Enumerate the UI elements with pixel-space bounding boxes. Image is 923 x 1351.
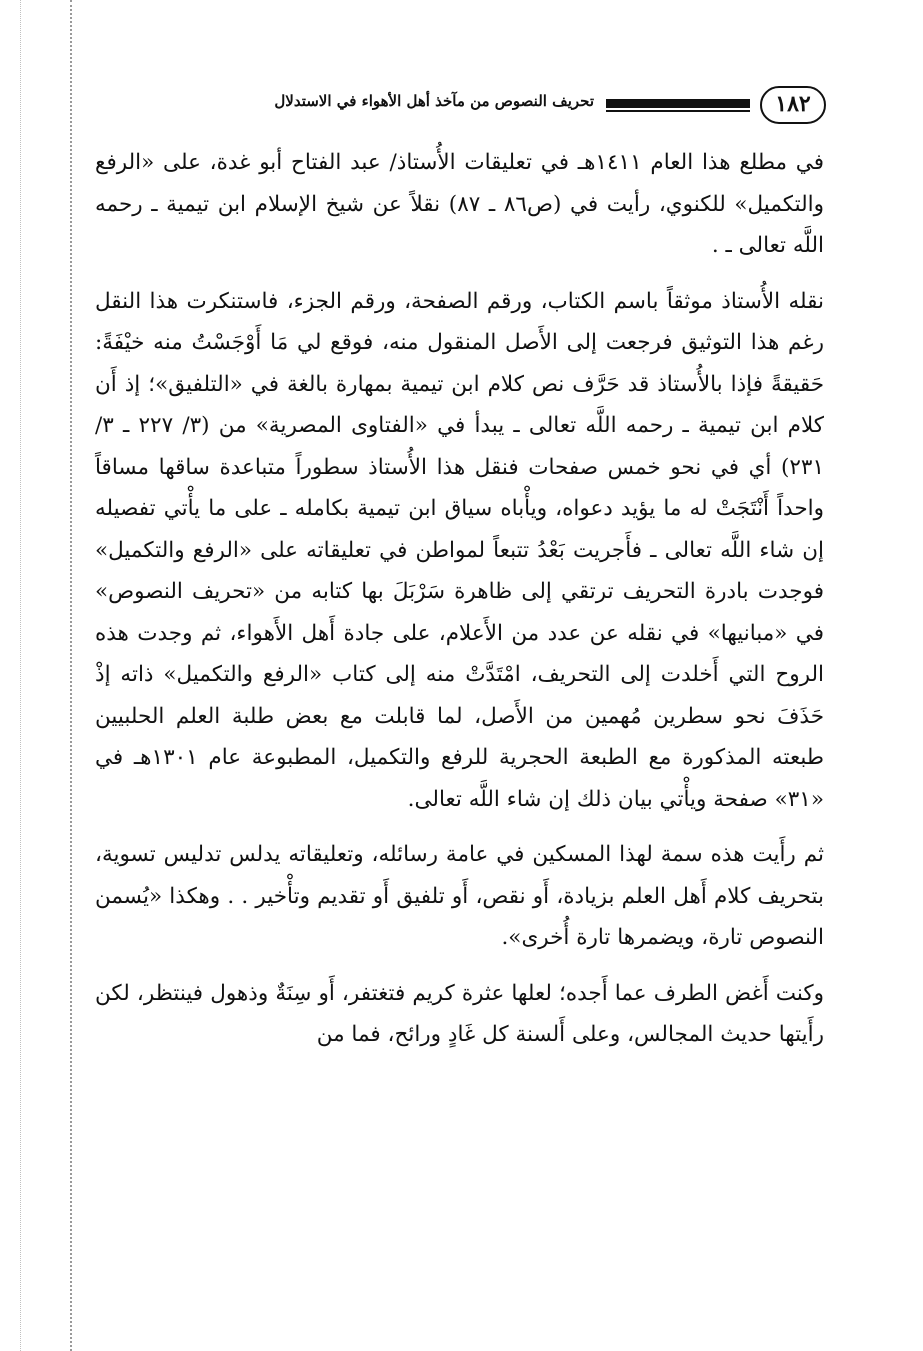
page-header <box>100 86 826 130</box>
running-title: تحريف النصوص من مآخذ أهل الأهواء في الاستدلال <box>274 92 594 110</box>
gutter-dotted-line <box>70 0 72 1351</box>
page-number: ١٨٢ <box>760 86 826 124</box>
paragraph: نقله الأُستاذ موثقاً باسم الكتاب، ورقم الصفحة، ورقم الجزء، فاستنكرت هذا النقل رغم هذا التوثيق فرجعت إلى الأَصل المنقول منه، فوقع لي مَا أَوْجَسْتُ منه خيْفَةً: حَقيقةً فإذا بالأُستاذ قد حَرَّف نص كلام ابن تيمية بمهارة بالغة في «التلفيق»؛ إذ أَن كلام ابن تيمية ـ رحمه اللَّه تعالى ـ يبدأ في «الفتاوى المصرية» من (٣/ ٢٢٧ ـ ٣/ ٢٣١) أي في نحو خمس صفحات فنقل هذا الأُستاذ سطوراً متباعدة ساقها مساقاً واحداً أَنْتَجَتْ له ما يؤيد دعواه، ويأْباه سياق ابن تيمية بكامله ـ على ما يأْتي تفصيله إن شاء اللَّه تعالى ـ فأَجريت بَعْدُ تتبعاً لمواطن في تعليقاته على «الرفع والتكميل» فوجدت بادرة التحريف ترتقي إلى ظاهرة سَرْبَلَ بها كتابه من «تحريف النصوص» في «مبانيها» في نقله عن عدد من الأَعلام، على جادة أَهل الأَهواء، ثم وجدت هذه الروح التي أَخلدت إلى التحريف، امْتَدَّتْ منه إلى كتاب «الرفع والتكميل» ذاته إذْ حَذَفَ نحو سطرين مُهمين من الأَصل، لما قابلت مع بعض طلبة العلم الحلبيين طبعته المذكورة مع الطبعة الحجرية للرفع والتكميل، المطبوعة عام ١٣٠١هـ في «٣١» صفحة ويأْتي بيان ذلك إن شاء اللَّه تعالى. <box>95 288 825 812</box>
header-rule <box>606 99 750 108</box>
paragraph: في مطلع هذا العام ١٤١١هـ في تعليقات الأُستاذ/ عبد الفتاح أبو غدة، على «الرفع والتكميل» للكنوي، رأيت في (ص٨٦ ـ ٨٧) نقلاً عن شيخ الإسلام ابن تيمية ـ رحمه اللَّه تعالى ـ . <box>95 150 825 258</box>
body-text <box>95 142 824 1056</box>
paragraph: وكنت أَغض الطرف عما أَجده؛ لعلها عثرة كريم فتغتفر، أَو سِنَةٌ وذهول فينتظر، لكن رأَيتها حديث المجالس، وعلى أَلسنة كل غَادٍ ورائح، فما من <box>95 980 824 1047</box>
paragraph: ثم رأَيت هذه سمة لهذا المسكين في عامة رسائله، وتعليقاته يدلس تدليس تسوية، بتحريف كلام أَهل العلم بزيادة، أَو نقص، أَو تلفيق أَو تقديم وتأْخير . . وهكذا «يُسمن النصوص تارة، ويضمرها تارة أُخرى». <box>95 842 824 950</box>
gutter-dotted-line-outer <box>20 0 21 1351</box>
